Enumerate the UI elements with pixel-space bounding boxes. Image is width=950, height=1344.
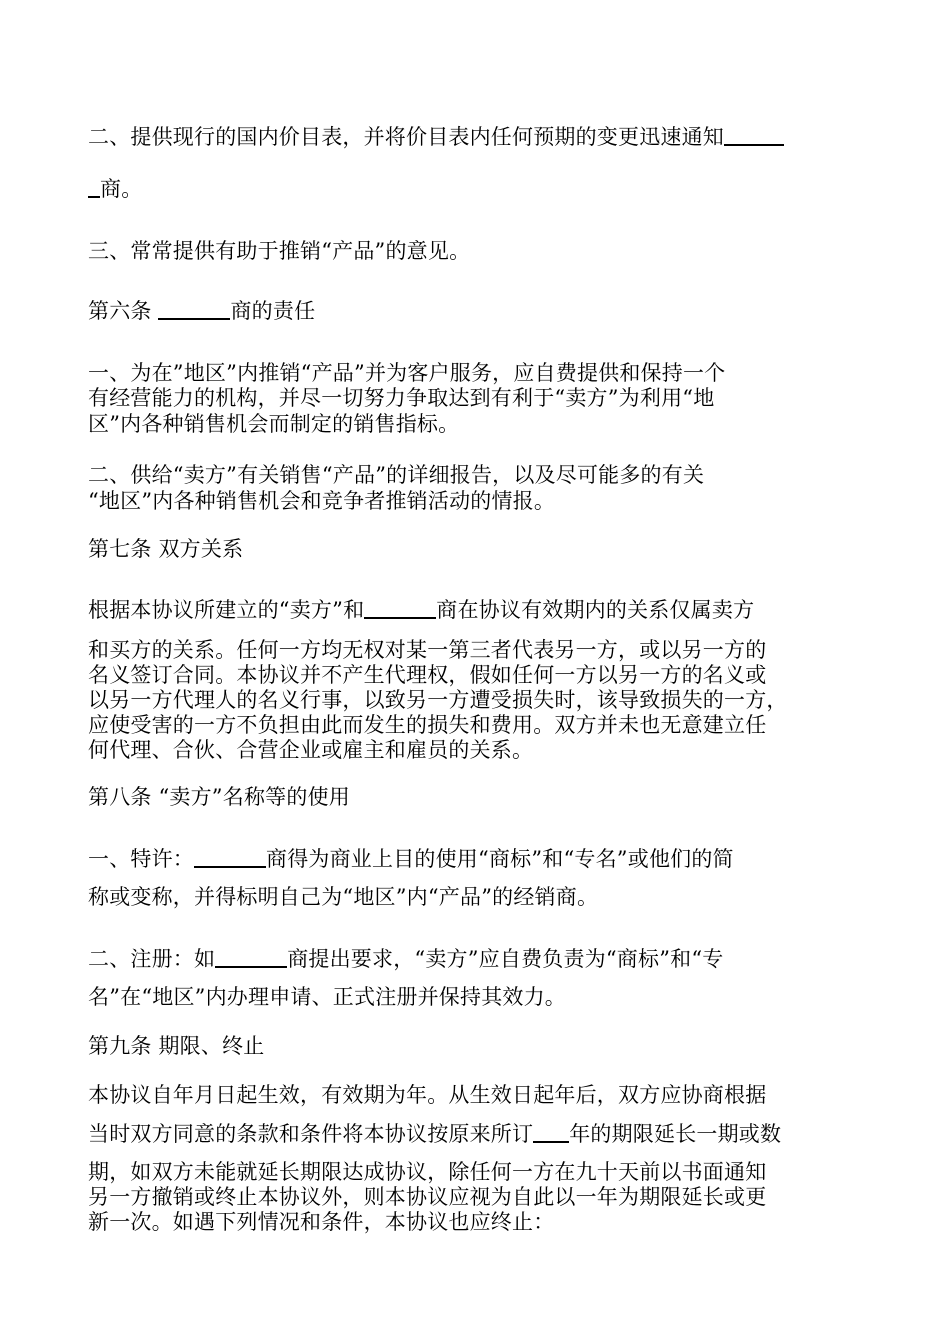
paragraph-line: 区”内各种销售机会而制定的销售指标。 <box>88 412 460 436</box>
section-heading: 第八条 “卖方”名称等的使用 <box>88 785 350 809</box>
paragraph-line: 称或变称，并得标明自己为“地区”内“产品”的经销商。 <box>88 885 599 909</box>
paragraph-line: 名”在“地区”内办理申请、正式注册并保持其效力。 <box>88 985 567 1009</box>
paragraph-line: 期，如双方未能就延长期限达成协议，除任何一方在九十天前以书面通知 <box>88 1160 767 1184</box>
paragraph-line: 何代理、合伙、合营企业或雇主和雇员的关系。 <box>88 738 534 762</box>
paragraph-line: 新一次。如遇下列情况和条件，本协议也应终止： <box>88 1210 555 1234</box>
paragraph-line: 另一方撤销或终止本协议外，则本协议应视为自此以一年为期限延长或更 <box>88 1185 767 1209</box>
paragraph-line: 和买方的关系。任何一方均无权对某一第三者代表另一方，或以另一方的 <box>88 638 767 662</box>
paragraph-line: 名义签订合同。本协议并不产生代理权，假如任何一方以另一方的名义或 <box>88 663 767 687</box>
paragraph-line: 二、注册：如 商提出要求，“卖方”应自费负责为“商标”和“专 <box>88 947 724 971</box>
fill-in-blank <box>533 1121 569 1143</box>
paragraph-line: 根据本协议所建立的“卖方”和 商在协议有效期内的关系仅属卖方 <box>88 598 755 622</box>
section-heading: 第六条 商的责任 <box>88 299 316 323</box>
paragraph-line: 一、为在”地区”内推销“产品”并为客户服务，应自费提供和保持一个 <box>88 361 726 385</box>
paragraph-line: 应使受害的一方不负担由此而发生的损失和费用。双方并未也无意建立任 <box>88 713 767 737</box>
section-heading: 第七条 双方关系 <box>88 537 244 561</box>
paragraph-line: 商。 <box>88 176 142 202</box>
section-heading: 第九条 期限、终止 <box>88 1034 265 1058</box>
paragraph-line: 当时双方同意的条款和条件将本协议按原来所订 年的期限延长一期或数 <box>88 1122 782 1146</box>
fill-in-blank <box>158 298 230 320</box>
paragraph-line: 本协议自年月日起生效，有效期为年。从生效日起年后，双方应协商根据 <box>88 1083 767 1107</box>
paragraph-line: 以另一方代理人的名义行事，以致另一方遭受损失时，该导致损失的一方， <box>88 688 788 712</box>
paragraph-line: 有经营能力的机构，并尽一切努力争取达到有利于“卖方”为利用“地 <box>88 386 715 410</box>
paragraph-line: 二、供给“卖方”有关销售“产品”的详细报告，以及尽可能多的有关 <box>88 463 705 487</box>
fill-in-blank <box>194 846 266 868</box>
paragraph-line: 一、特许： 商得为商业上目的使用“商标”和“专名”或他们的简 <box>88 847 734 871</box>
fill-in-blank <box>88 176 100 198</box>
paragraph-line: “地区”内各种销售机会和竞争者推销活动的情报。 <box>88 489 556 513</box>
fill-in-blank <box>364 597 436 619</box>
paragraph-line: 二、提供现行的国内价目表，并将价目表内任何预期的变更迅速通知 <box>88 124 784 150</box>
paragraph-line: 三、常常提供有助于推销“产品”的意见。 <box>88 239 471 263</box>
fill-in-blank <box>215 946 287 968</box>
fill-in-blank <box>724 124 784 146</box>
